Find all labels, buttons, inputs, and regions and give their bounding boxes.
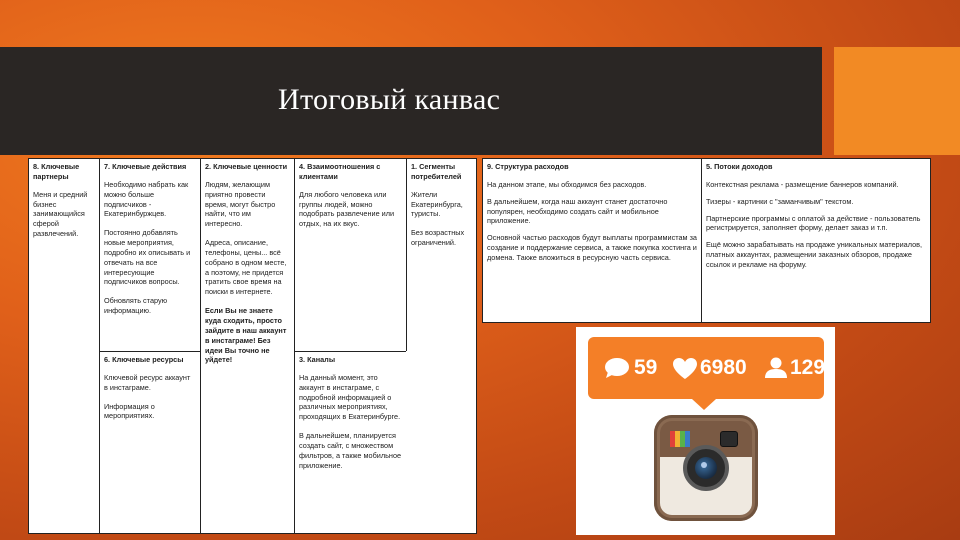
comment-icon — [604, 357, 630, 379]
cell-header: 6. Ключевые ресурсы — [104, 355, 184, 364]
cell-text: Людям, желающим приятно провести время, могут быстро найти, что им интересно. — [205, 179, 276, 229]
cell-header: 8. Ключевые партнеры — [33, 162, 80, 181]
cell-header: 7. Ключевые действия — [104, 162, 187, 171]
rainbow-stripes — [670, 431, 690, 447]
cell-text: Обновлять старую информацию. — [104, 296, 168, 316]
comments-count: 59 — [634, 356, 658, 379]
cell-text: Адреса, описание, телефоны, цены... всё собрано в одном месте, а поэтому, не придется тратить свое время на поиски в интернете. — [205, 238, 287, 297]
cell-header: 9. Структура расходов — [487, 162, 569, 171]
accent-block — [834, 47, 960, 155]
cell-key-activities — [100, 159, 200, 351]
cell-text: Для любого человека или группы людей, можно подобрать развлечение или отдых, на их вкус. — [299, 189, 395, 229]
cell-channels — [295, 352, 406, 533]
business-canvas-table — [28, 158, 477, 534]
cell-text: Основной частью расходов будут выплаты программистам за создание и поддержание сервиса, а также покупка хостинга и домена. Также вложиться в ресурсную часть сервиса. — [487, 233, 697, 262]
costs-revenue-table — [482, 158, 931, 323]
cell-text: Меня и средний бизнес занимающийся сферой развлечений. — [33, 189, 88, 239]
cell-header: 1. Сегменты потребителей — [411, 162, 462, 181]
cell-text: Ключевой ресурс аккаунт в инстаграме. — [104, 372, 191, 392]
likes-count: 6980 — [700, 356, 747, 379]
cell-text: На данный момент, это аккаунт в инстаграме, с подробной информацией о различных мероприятиях, проходящих в Екатеринбурге. — [299, 372, 401, 422]
cell-text: На данном этапе, мы обходимся без расходов. — [487, 179, 647, 189]
cell-text: Необходимо набрать как можно больше подписчиков - Екатеринбуржцев. — [104, 179, 189, 219]
cell-header: 4. Взаимоотношения с клиентами — [299, 162, 381, 181]
cell-key-partners — [29, 159, 99, 533]
cell-text: Если Вы не знаете куда сходить, просто зайдите в наш аккаунт в инстаграме! Без идеи Вы точно не уйдете! — [205, 306, 287, 365]
viewfinder — [720, 431, 738, 447]
cell-value-proposition — [201, 159, 294, 533]
cell-text: В дальнейшем, когда наш аккаунт станет достаточно популярен, необходимо создать сайт и мобильное приложение. — [487, 196, 668, 226]
cell-text: Жители Екатеринбурга, туристы. — [411, 189, 463, 219]
cell-key-resources — [100, 352, 200, 533]
cell-text: Без возрастных ограничений. — [411, 228, 465, 248]
cell-header: 2. Ключевые ценности — [205, 162, 288, 171]
notification-bubble — [588, 337, 824, 399]
cell-cost-structure — [483, 159, 701, 322]
cell-revenue-streams — [702, 159, 930, 322]
cell-text: Партнерские программы с оплатой за действие - пользователь регистрируется, заполняет форму, делает заказ и т.п. — [706, 213, 921, 233]
cell-customer-relationships — [295, 159, 406, 351]
cell-text: Тизеры - картинки с "заманчивым" текстом. — [706, 196, 854, 206]
slide-title: Итоговый канвас — [278, 83, 501, 116]
cell-header: 3. Каналы — [299, 355, 336, 364]
cell-text: Ещё можно зарабатывать на продаже уникальных материалов, платных аккаунтах, размещении заказных обзоров, продаже ссылок и рекламе на форуму. — [706, 240, 923, 269]
cell-header: 5. Потоки доходов — [706, 162, 773, 171]
cell-text: Контекстная реклама - размещение баннеров компаний. — [706, 179, 899, 189]
cell-customer-segments — [407, 159, 476, 351]
camera-icon — [654, 415, 758, 521]
instagram-illustration — [576, 327, 835, 535]
heart-icon — [672, 357, 698, 380]
notification-tail — [692, 399, 716, 410]
camera-lens — [683, 445, 729, 491]
cell-text: Информация о мероприятиях. — [104, 401, 155, 421]
cell-text: Постоянно добавлять новые мероприятия, подробно их описывать и отвечать на все интересующие подписчиков вопросы. — [104, 228, 191, 287]
user-icon — [764, 357, 788, 379]
cell-text: В дальнейшем, планируется создать сайт, с множеством фильтров, а также мобильное приложение. — [299, 431, 402, 470]
followers-count: 129 — [790, 356, 826, 379]
